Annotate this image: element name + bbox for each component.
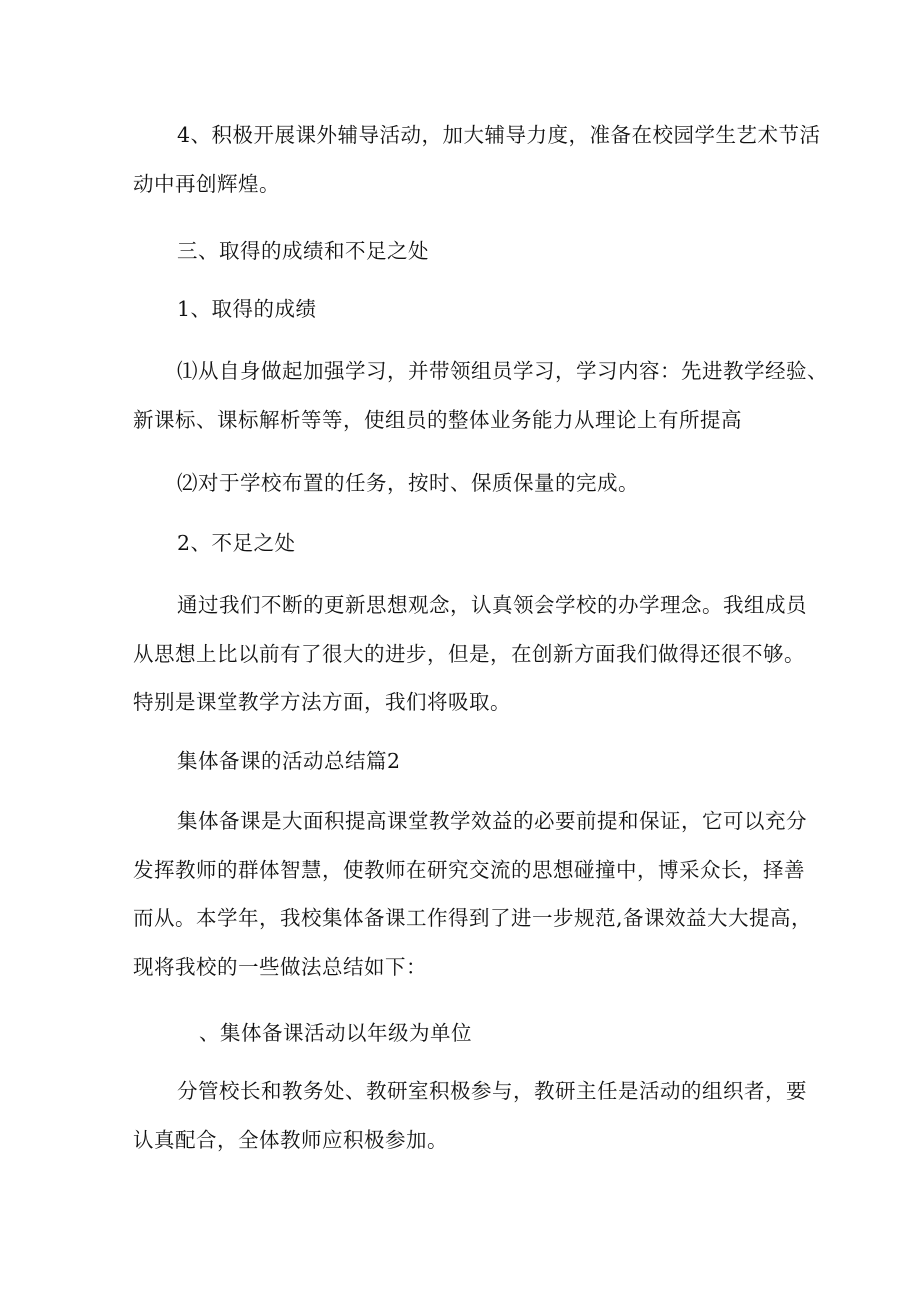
- text-line: 特别是课堂教学方法方面，我们将吸取。: [133, 690, 511, 714]
- text-line: 集体备课是大面积提高课堂教学效益的必要前提和保证，它可以充分: [177, 809, 807, 833]
- paragraph-activities-4: [133, 111, 821, 208]
- text-line: 通过我们不断的更新思想观念，认真领会学校的办学理念。我组成员: [177, 593, 807, 617]
- paragraph-shortcomings: [133, 581, 807, 727]
- text-line: 分管校长和教务处、教研室积极参与，教研主任是活动的组织者，要: [177, 1079, 807, 1103]
- article-title-2: [133, 737, 793, 786]
- text-line: 集体备课的活动总结篇2: [177, 749, 401, 773]
- paragraph-intro: [133, 797, 813, 991]
- text-line: 动中再创辉煌。: [133, 171, 280, 196]
- text-line: 1、取得的成绩: [177, 297, 317, 321]
- text-line: ⑴从自身做起加强学习，并带领组员学习，学习内容：先进教学经验、: [177, 359, 828, 383]
- text-line: 认真配合，全体教师应积极参加。: [133, 1127, 448, 1152]
- paragraph-participation: [133, 1067, 807, 1164]
- text-line: ⑵对于学校布置的任务，按时、保质保量的完成。: [177, 471, 639, 495]
- text-line: 现将我校的一些做法总结如下：: [133, 954, 427, 979]
- paragraph-item-2: [133, 459, 793, 508]
- text-line: 而从。本学年，我校集体备课工作得到了进一步规范,备课效益大大提高，: [133, 906, 813, 930]
- text-line: 2、不足之处: [177, 531, 296, 555]
- text-line: 4、积极开展课外辅导活动，加大辅导力度，准备在校园学生艺术节活: [177, 123, 821, 147]
- section-heading-achievements: [133, 227, 793, 276]
- subheading-achievements: [133, 285, 793, 334]
- text-line: 、集体备课活动以年级为单位: [199, 1021, 472, 1045]
- subheading-shortcomings: [133, 519, 793, 568]
- text-line: 新课标、课标解析等等，使组员的整体业务能力从理论上有所提高: [133, 407, 742, 432]
- text-line: 发挥教师的群体智慧，使教师在研究交流的思想碰撞中，博采众长，择善: [133, 857, 805, 882]
- text-line: 三、取得的成绩和不足之处: [177, 239, 429, 263]
- paragraph-item-1: [133, 347, 828, 444]
- subheading-grade-unit: [199, 1009, 859, 1058]
- text-line: 从思想上比以前有了很大的进步，但是，在创新方面我们做得还很不够。: [133, 641, 805, 666]
